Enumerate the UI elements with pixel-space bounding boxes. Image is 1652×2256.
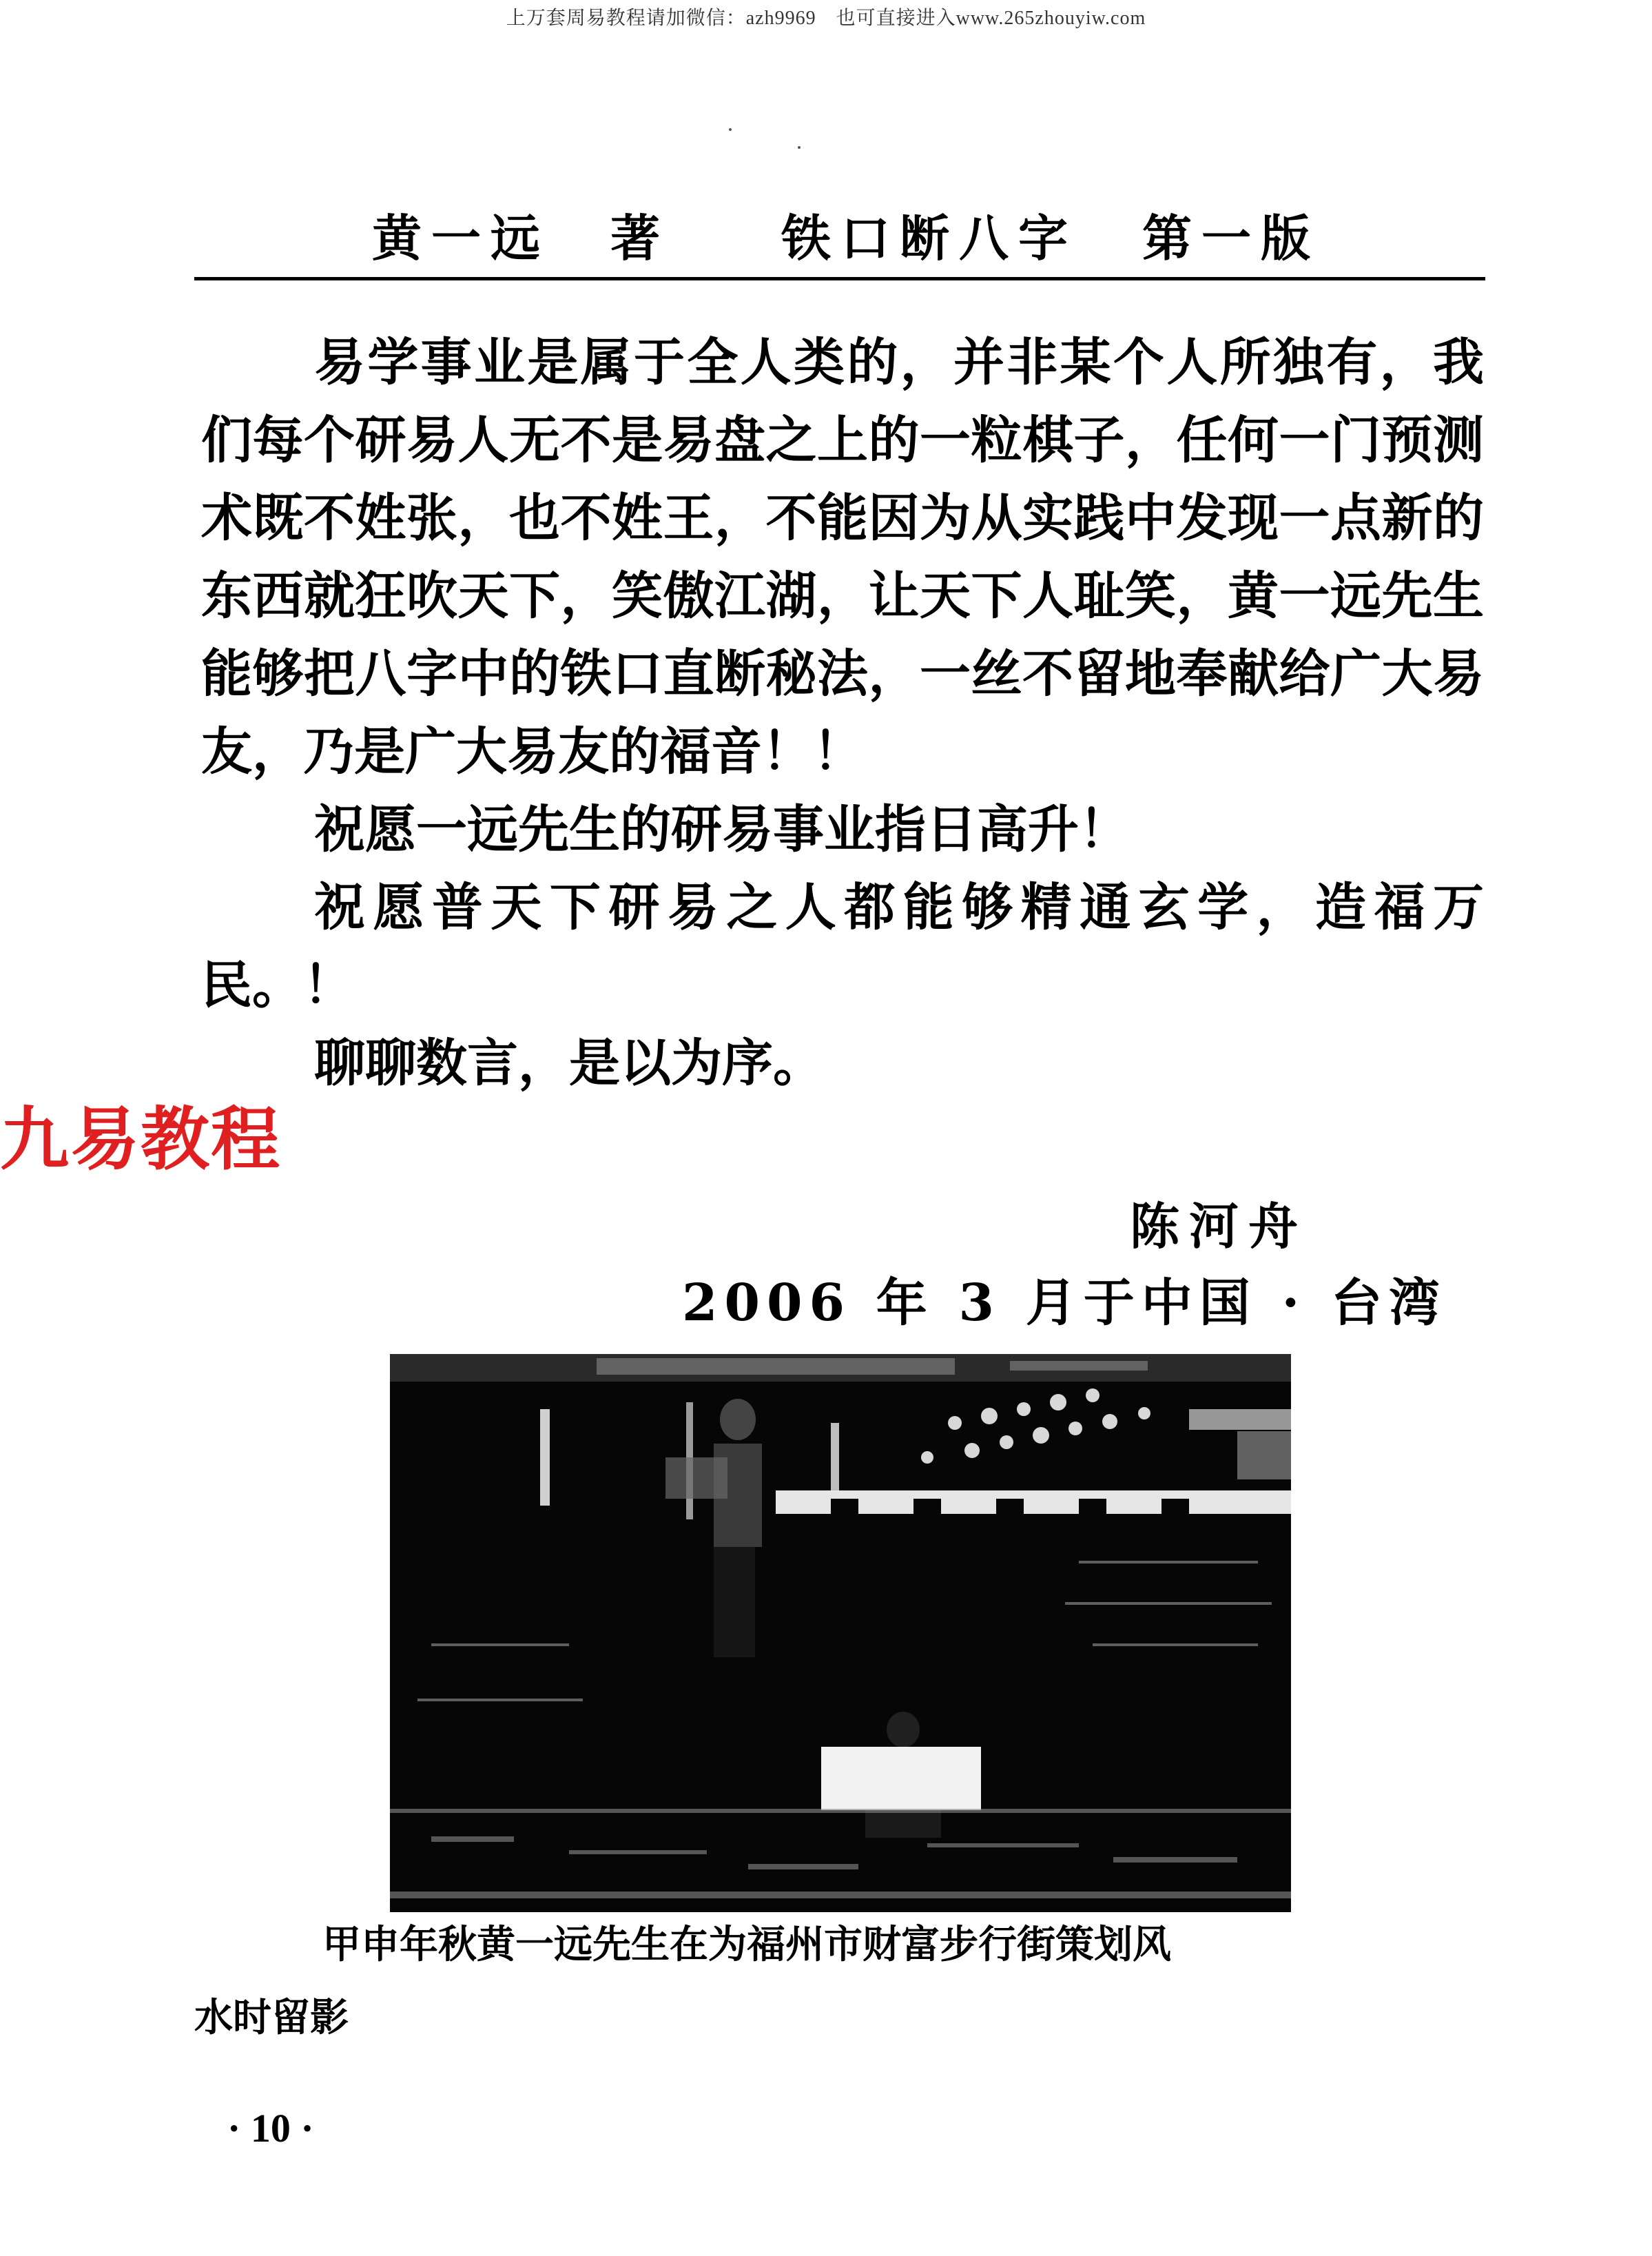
running-head-edition: 第一版 (1142, 209, 1321, 267)
scan-speck (729, 128, 732, 131)
preface-date: 2006 年 3 月于中国 · 台湾 (682, 1273, 1447, 1333)
running-head-author: 黄一远 (372, 209, 550, 267)
preface-paragraph: 祝愿一远先生的研易事业指日高升！ (314, 800, 1130, 859)
running-head-role: 著 (610, 209, 670, 267)
page-number: · 10 · (227, 2106, 314, 2151)
scan-speck (798, 146, 801, 149)
caption-line: 水时留影 (194, 1996, 349, 2040)
photo-fengshui-street (390, 1354, 1291, 1912)
preface-signature: 陈河舟 (1130, 1197, 1308, 1255)
running-head-book-title: 铁口断八字 (781, 209, 1078, 267)
running-head (0, 198, 1652, 274)
preface-paragraph: 易学事业是属于全人类的，并非某个人所独有，我们每个研易人无不是易盘之上的一粒棋子，任何一门预测术既不姓张，也不姓王，不能因为从实践中发现一点新的东西就狂吹天下，笑傲江湖，让天下人耻笑，黄一远先生能够把八字中的铁口直断秘法，一丝不留地奉献给广大易友，乃是广大易友的福音！！ (201, 333, 1484, 781)
caption-line: 甲申年秋黄一远先生在为福州市财富步行街策划风 (322, 1922, 1171, 1967)
header-rule (194, 277, 1485, 280)
preface-body (201, 324, 1484, 1103)
download-banner: 上万套周易教程请加微信：azh9969 也可直接进入www.265zhouyiw.com (506, 8, 1146, 29)
preface-paragraph: 祝愿普天下研易之人都能够精通玄学，造福万民。！ (201, 878, 1484, 1015)
watermark-logo: 九易教程 (0, 1098, 285, 1181)
photo-caption (194, 1909, 1489, 2055)
preface-paragraph: 聊聊数言，是以为序。 (314, 1034, 824, 1093)
